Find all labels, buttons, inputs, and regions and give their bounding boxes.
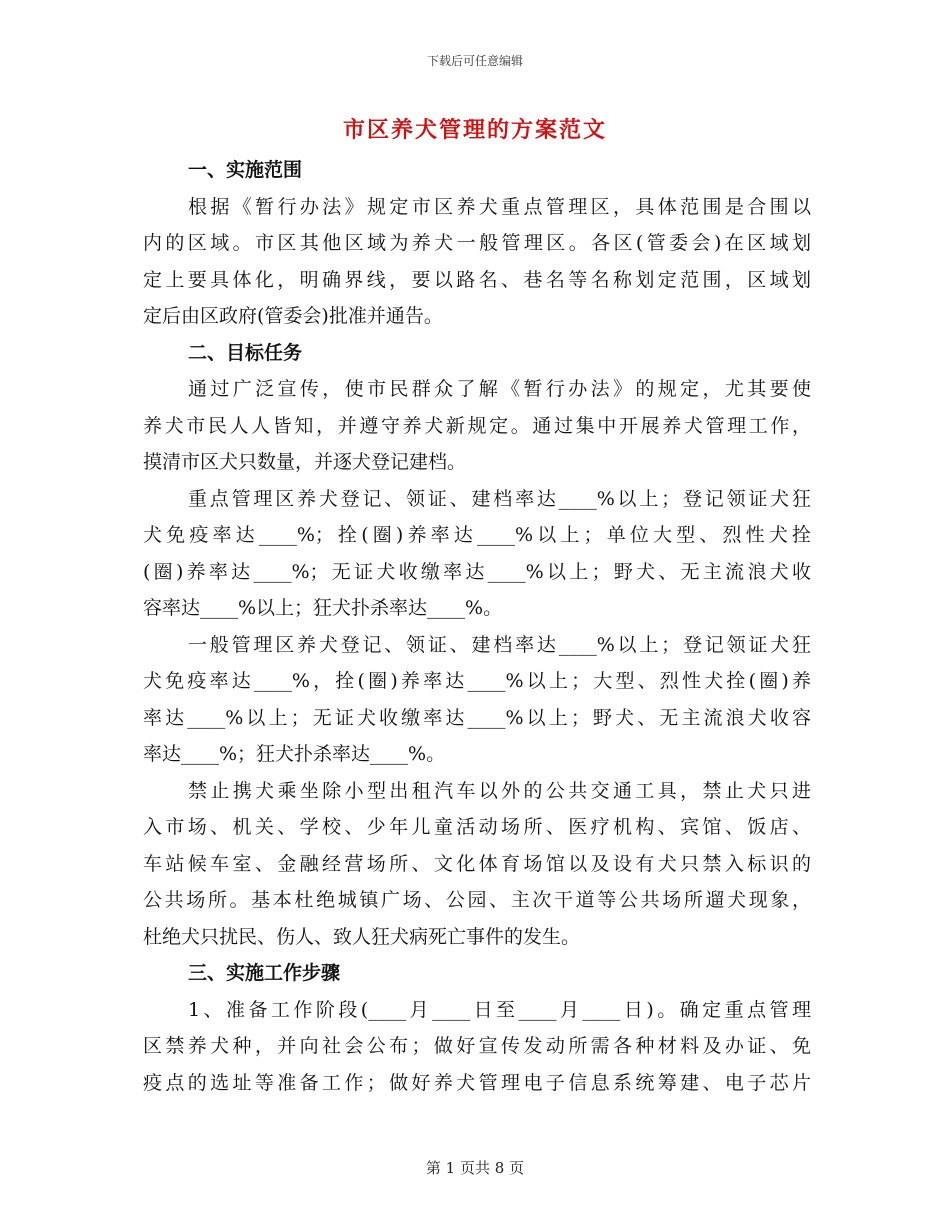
text-line: (圈)养率达____%；无证犬收缴率达____%以上；野犬、无主流浪犬收 (143, 560, 811, 583)
text-line: 养犬市民人人皆知，并遵守养犬新规定。通过集中开展养犬管理工作， (143, 414, 811, 437)
text-line: 率达____%；狂犬扑杀率达____%。 (143, 743, 446, 765)
text-line: 公共场所。基本杜绝城镇广场、公园、主次干道等公共场所遛犬现象， (143, 889, 811, 911)
text-line: 犬免疫率达____%，拴(圈)养率达____%以上；大型、烈性犬拴(圈)养 (143, 670, 811, 692)
text-line: 犬免疫率达____%；拴(圈)养率达____%以上；单位大型、烈性犬拴 (143, 524, 811, 546)
section-heading: 三、实施工作步骤 (188, 962, 341, 984)
text-line: 通过广泛宣传，使市民群众了解《暂行办法》的规定，尤其要使 (188, 378, 811, 400)
text-line: 区禁养犬种，并向社会公布；做好宣传发动所需各种材料及办证、免 (143, 1035, 811, 1057)
document-body (143, 152, 811, 1101)
section-heading: 一、实施范围 (188, 159, 303, 181)
header-note: 下载后可任意编辑 (426, 54, 523, 68)
text-line: 摸清市区犬只数量，并逐犬登记建档。 (143, 451, 467, 473)
text-line: 1、准备工作阶段(____月____日至____月____日)。确定重点管理 (188, 998, 811, 1021)
text-line: 率达____%以上；无证犬收缴率达____%以上；野犬、无主流浪犬收容 (143, 706, 811, 729)
text-line: 内的区域。市区其他区域为养犬一般管理区。各区(管委会)在区域划 (143, 232, 811, 254)
text-line: 杜绝犬只扰民、伤人、致人狂犬病死亡事件的发生。 (143, 925, 581, 948)
text-line: 禁止携犬乘坐除小型出租汽车以外的公共交通工具，禁止犬只进 (188, 779, 811, 802)
page-number: 第 1 页共 8 页 (425, 1159, 525, 1177)
text-line: 疫点的选址等准备工作；做好养犬管理电子信息系统筹建、电子芯片 (143, 1071, 811, 1094)
text-line: 入市场、机关、学校、少年儿童活动场所、医疗机构、宾馆、饭店、 (143, 816, 811, 838)
document-title: 市区养犬管理的方案范文 (342, 117, 607, 143)
text-line: 定后由区政府(管委会)批准并通告。 (143, 305, 443, 327)
text-line: 一般管理区养犬登记、领证、建档率达____%以上；登记领证犬狂 (188, 633, 811, 656)
text-line: 重点管理区养犬登记、领证、建档率达____%以上；登记领证犬狂 (188, 487, 811, 510)
text-line: 车站候车室、金融经营场所、文化体育场馆以及设有犬只禁入标识的 (143, 852, 811, 875)
text-line: 根据《暂行办法》规定市区养犬重点管理区，具体范围是合围以 (188, 195, 811, 218)
section-heading: 二、目标任务 (188, 341, 303, 364)
text-line: 容率达____%以上；狂犬扑杀率达____%。 (143, 597, 503, 619)
text-line: 定上要具体化，明确界线，要以路名、巷名等名称划定范围，区域划 (143, 268, 811, 291)
